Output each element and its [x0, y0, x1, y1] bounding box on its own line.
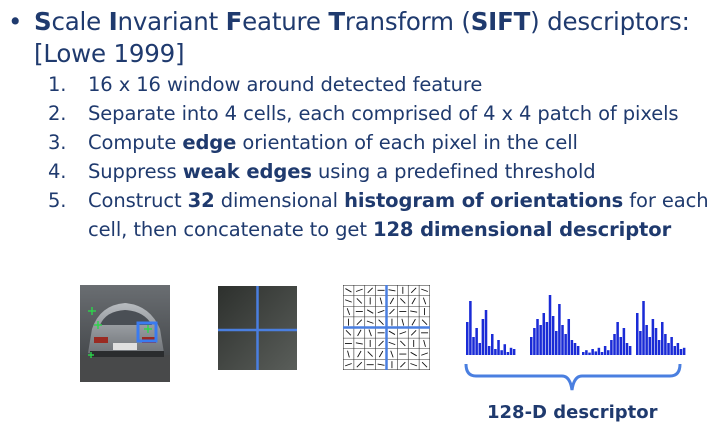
- histograms: [464, 289, 694, 359]
- step-item: [48, 70, 709, 99]
- histogram-bar: [469, 301, 472, 355]
- histogram-bar: [479, 343, 482, 355]
- histogram-bar: [652, 319, 655, 355]
- histogram-bar: [661, 322, 664, 355]
- histogram-bar: [482, 319, 485, 355]
- histogram-bar: [598, 348, 601, 355]
- histogram-bar: [475, 328, 478, 355]
- histogram-bar: [552, 316, 555, 355]
- histogram-bar: [636, 313, 639, 355]
- histogram-bar: [494, 349, 497, 355]
- step-text: Suppress: [88, 160, 183, 183]
- histogram-bar: [626, 343, 629, 355]
- histogram-bar: [658, 340, 661, 355]
- title-fragment: S: [34, 7, 52, 36]
- step-text: 16 x 16 window around detected feature: [88, 73, 483, 96]
- histogram-bar: [504, 344, 507, 355]
- step-text: 128 dimensional descriptor: [372, 218, 672, 241]
- step-text: Separate into 4 cells, each comprised of 4 x 4 patch of pixels: [88, 102, 679, 125]
- histogram-bar: [601, 352, 604, 355]
- histogram-bar: [582, 352, 585, 355]
- histogram-bar: [664, 334, 667, 355]
- descriptor-caption: 128-D descriptor: [487, 402, 658, 423]
- step-item: [48, 128, 709, 157]
- histogram-bar: [613, 334, 616, 355]
- car-image: [80, 285, 170, 382]
- histogram-bar: [577, 346, 580, 355]
- histogram-bar: [488, 346, 491, 355]
- histogram-bar: [500, 350, 503, 355]
- histogram-bar: [491, 334, 494, 355]
- histogram-bar: [629, 346, 632, 355]
- histogram-bar: [642, 301, 645, 355]
- bullet-title-line: [34, 6, 690, 37]
- title-fragment: T: [328, 7, 345, 36]
- histogram-bar: [536, 319, 539, 355]
- title-fragment: ) descriptors:: [530, 7, 690, 36]
- step-text: Compute: [88, 131, 183, 154]
- histogram-bar: [683, 348, 686, 355]
- histogram-bar: [595, 351, 598, 355]
- step-text: Construct: [88, 189, 188, 212]
- histogram-bar: [549, 295, 552, 355]
- step-text: cell, then concatenate to get: [88, 218, 373, 241]
- step-text: weak edges: [182, 160, 312, 183]
- step-item: [48, 186, 709, 215]
- histogram-bar: [674, 346, 677, 355]
- step-text: 32: [187, 189, 215, 212]
- histogram-bar: [513, 349, 516, 355]
- histogram-bar: [466, 322, 469, 355]
- histogram-bar: [623, 328, 626, 355]
- histogram-bar: [639, 331, 642, 355]
- histogram-bar: [645, 325, 648, 355]
- title-fragment: I: [108, 7, 118, 36]
- bullet-dot: •: [8, 7, 23, 36]
- step-item: [48, 215, 709, 244]
- step-number: 1.: [48, 73, 67, 96]
- histogram-bar: [677, 343, 680, 355]
- histogram-bar: [497, 340, 500, 355]
- histogram-bar: [604, 346, 607, 355]
- histogram-bar: [655, 328, 658, 355]
- step-text: histogram of orientations: [344, 189, 624, 212]
- histogram-bar: [670, 337, 673, 355]
- title-fragment: F: [225, 7, 243, 36]
- histogram-bar: [607, 350, 610, 355]
- histogram-bar: [610, 340, 613, 355]
- histogram-bar: [649, 337, 652, 355]
- histogram-bar: [530, 337, 533, 355]
- step-text: orientation of each pixel in the cell: [236, 131, 578, 154]
- histogram-bar: [533, 328, 536, 355]
- histogram-bar: [543, 313, 546, 355]
- histogram-bar: [620, 337, 623, 355]
- histogram-bar: [616, 322, 619, 355]
- histogram-bar: [510, 348, 513, 355]
- histogram-bar: [555, 331, 558, 355]
- brace: [462, 362, 684, 394]
- title-fragment: ransform (: [344, 7, 471, 36]
- step-number: 2.: [48, 102, 67, 125]
- histogram-bar: [558, 304, 561, 355]
- histogram-bar: [507, 352, 510, 355]
- step-number: 5.: [48, 189, 67, 212]
- patch-4-cells: [218, 286, 297, 370]
- step-number: 4.: [48, 160, 67, 183]
- title-fragment: SIFT: [470, 7, 531, 36]
- steps-list: [48, 70, 709, 244]
- histogram-bar: [539, 325, 542, 355]
- step-number: 3.: [48, 131, 67, 154]
- bullet-citation: [Lowe 1999]: [34, 39, 185, 68]
- histogram-bar: [571, 340, 574, 355]
- histogram-bar: [472, 337, 475, 355]
- step-text: dimensional: [214, 189, 345, 212]
- histogram-bar: [588, 353, 591, 355]
- histogram-bar: [485, 310, 488, 355]
- step-text: edge: [182, 131, 237, 154]
- histogram-bar: [546, 322, 549, 355]
- orientation-grid: [343, 285, 430, 370]
- histogram-bar: [591, 349, 594, 355]
- title-fragment: cale: [51, 7, 109, 36]
- step-text: for each: [623, 189, 709, 212]
- step-item: [48, 99, 709, 128]
- histogram-bar: [574, 343, 577, 355]
- step-text: using a predefined threshold: [311, 160, 596, 183]
- histogram-bar: [680, 349, 683, 355]
- step-item: [48, 157, 709, 186]
- histogram-bar: [585, 350, 588, 355]
- histogram-bar: [561, 325, 564, 355]
- title-fragment: eature: [242, 7, 329, 36]
- title-fragment: nvariant: [117, 7, 226, 36]
- histogram-bar: [667, 343, 670, 355]
- histogram-bar: [564, 334, 567, 355]
- histogram-bar: [568, 319, 571, 355]
